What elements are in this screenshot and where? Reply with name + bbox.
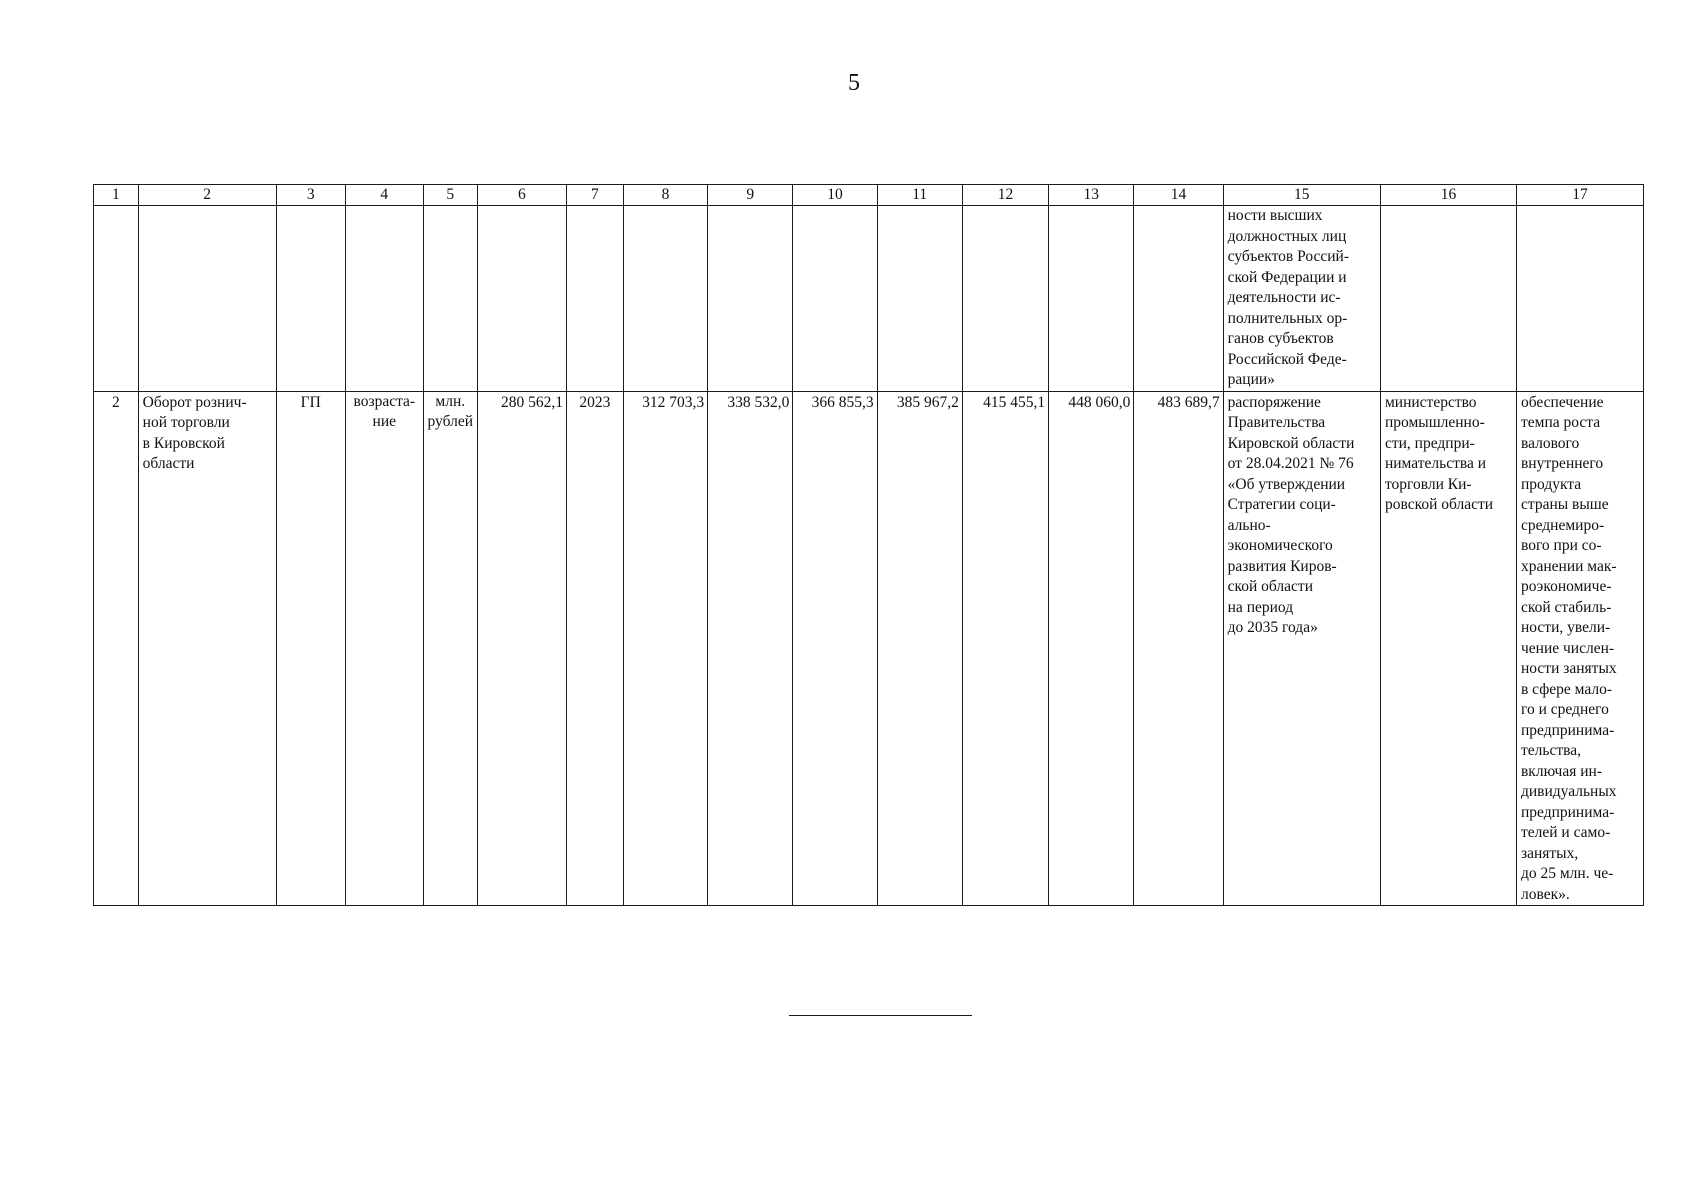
empty-cell <box>477 206 566 392</box>
empty-cell <box>1380 206 1516 392</box>
text-line: должностных лиц <box>1227 227 1347 245</box>
value-cell: 366 855,3 <box>793 391 877 906</box>
text-line: хранении мак- <box>1520 557 1617 575</box>
column-numbers-row <box>94 185 1644 206</box>
text-line: млн. <box>435 392 466 410</box>
column-number: 8 <box>623 185 707 206</box>
text-line: вого при со- <box>1520 537 1602 554</box>
empty-cell <box>423 206 477 392</box>
direction-cell <box>345 391 423 906</box>
text-line: торговли Ки- <box>1384 475 1472 493</box>
text-line: «Об утверждении <box>1227 475 1346 493</box>
column-number: 16 <box>1380 185 1516 206</box>
text-line: дивидуальных <box>1520 783 1617 800</box>
text-line: от 28.04.2021 № 76 <box>1227 455 1354 472</box>
empty-cell <box>708 206 793 392</box>
value-cell: 483 689,7 <box>1134 391 1223 906</box>
column-number: 1 <box>94 185 139 206</box>
text-line: ской стабиль- <box>1520 598 1612 616</box>
text-line: Российской Феде- <box>1227 350 1347 368</box>
value-cell: 312 703,3 <box>623 391 707 906</box>
text-line: внутреннего <box>1520 455 1604 472</box>
empty-cell <box>793 206 877 392</box>
text-line: включая ин- <box>1520 762 1602 780</box>
text-line: распоряжение <box>1227 393 1321 411</box>
value-cell: 448 060,0 <box>1049 391 1134 906</box>
text-line: валового <box>1520 434 1580 452</box>
text-line: Кировской области <box>1227 434 1355 452</box>
text-line: ние <box>372 413 397 430</box>
goal-cell <box>1516 391 1643 906</box>
text-line: нимательства и <box>1384 455 1487 472</box>
continuation-row <box>94 206 1644 392</box>
empty-cell <box>345 206 423 392</box>
text-line: ровской области <box>1384 496 1494 513</box>
empty-cell <box>877 206 962 392</box>
row-number-cell: 2 <box>94 391 139 906</box>
text-line: до 2035 года» <box>1227 619 1318 636</box>
text-line: предпринима- <box>1520 803 1615 821</box>
value-cell: 415 455,1 <box>962 391 1048 906</box>
text-line: тельства, <box>1520 742 1581 759</box>
text-line: до 25 млн. че- <box>1520 865 1614 882</box>
text-line: министерство <box>1384 393 1477 411</box>
text-line: обеспечение <box>1520 393 1604 411</box>
text-line: Стратегии соци- <box>1227 496 1336 513</box>
column-number: 15 <box>1223 185 1380 206</box>
empty-cell <box>623 206 707 392</box>
column-number: 13 <box>1049 185 1134 206</box>
text-line: в Кировской <box>142 434 225 452</box>
text-line: занятых, <box>1520 844 1579 862</box>
text-line: страны выше <box>1520 496 1609 513</box>
indicator-type-cell: ГП <box>276 391 345 906</box>
empty-cell <box>94 206 139 392</box>
empty-cell <box>962 206 1048 392</box>
text-line: роэкономиче- <box>1520 578 1612 595</box>
text-line: телей и само- <box>1520 824 1611 841</box>
column-number: 12 <box>962 185 1048 206</box>
column-number: 5 <box>423 185 477 206</box>
text-line: области <box>142 455 195 472</box>
empty-cell <box>566 206 623 392</box>
column-number: 3 <box>276 185 345 206</box>
document-continuation-cell <box>1223 206 1380 392</box>
text-line: предпринима- <box>1520 721 1615 739</box>
text-line: ской Федерации и <box>1227 268 1347 286</box>
text-line: чение числен- <box>1520 639 1615 657</box>
text-line: полнительных ор- <box>1227 309 1348 327</box>
text-line: ной торговли <box>142 414 230 431</box>
responsible-cell <box>1380 391 1516 906</box>
text-line: развития Киров- <box>1227 557 1337 575</box>
table-row <box>94 391 1644 906</box>
closing-rule <box>789 1015 972 1016</box>
column-number: 14 <box>1134 185 1223 206</box>
text-line: Правительства <box>1227 414 1326 431</box>
text-line: темпа роста <box>1520 414 1601 431</box>
text-line: продукта <box>1520 475 1582 493</box>
value-cell: 385 967,2 <box>877 391 962 906</box>
text-line: ности занятых <box>1520 660 1617 677</box>
text-line: рации» <box>1227 371 1275 388</box>
empty-cell <box>1049 206 1134 392</box>
text-line: го и среднего <box>1520 701 1609 718</box>
column-number: 2 <box>138 185 276 206</box>
column-number: 4 <box>345 185 423 206</box>
base-year-cell: 2023 <box>566 391 623 906</box>
document-cell <box>1223 391 1380 906</box>
text-line: субъектов Россий- <box>1227 248 1349 265</box>
text-line: рублей <box>427 413 474 430</box>
value-cell: 338 532,0 <box>708 391 793 906</box>
text-line: ности, увели- <box>1520 619 1611 636</box>
column-number: 7 <box>566 185 623 206</box>
text-line: на период <box>1227 598 1294 616</box>
text-line: ности высших <box>1227 207 1323 224</box>
empty-cell <box>1134 206 1223 392</box>
text-line: экономического <box>1227 537 1333 554</box>
text-line: в сфере мало- <box>1520 680 1613 698</box>
column-number: 17 <box>1516 185 1643 206</box>
text-line: ально- <box>1227 516 1271 534</box>
column-number: 10 <box>793 185 877 206</box>
text-line: ганов субъектов <box>1227 330 1334 347</box>
text-line: возраста- <box>353 392 416 410</box>
empty-cell <box>1516 206 1643 392</box>
indicator-name-cell <box>138 391 276 906</box>
column-number: 9 <box>708 185 793 206</box>
column-number: 6 <box>477 185 566 206</box>
unit-cell <box>423 391 477 906</box>
page-number: 5 <box>848 70 860 96</box>
text-line: Оборот рознич- <box>142 393 247 411</box>
text-line: промышленно- <box>1384 414 1485 431</box>
base-value-cell: 280 562,1 <box>477 391 566 906</box>
text-line: ловек». <box>1520 885 1570 903</box>
empty-cell <box>138 206 276 392</box>
text-line: среднемиро- <box>1520 516 1605 534</box>
text-line: ской области <box>1227 578 1313 595</box>
text-line: деятельности ис- <box>1227 289 1341 306</box>
text-line: сти, предпри- <box>1384 434 1475 452</box>
empty-cell <box>276 206 345 392</box>
column-number: 11 <box>877 185 962 206</box>
indicators-table <box>93 184 1644 906</box>
